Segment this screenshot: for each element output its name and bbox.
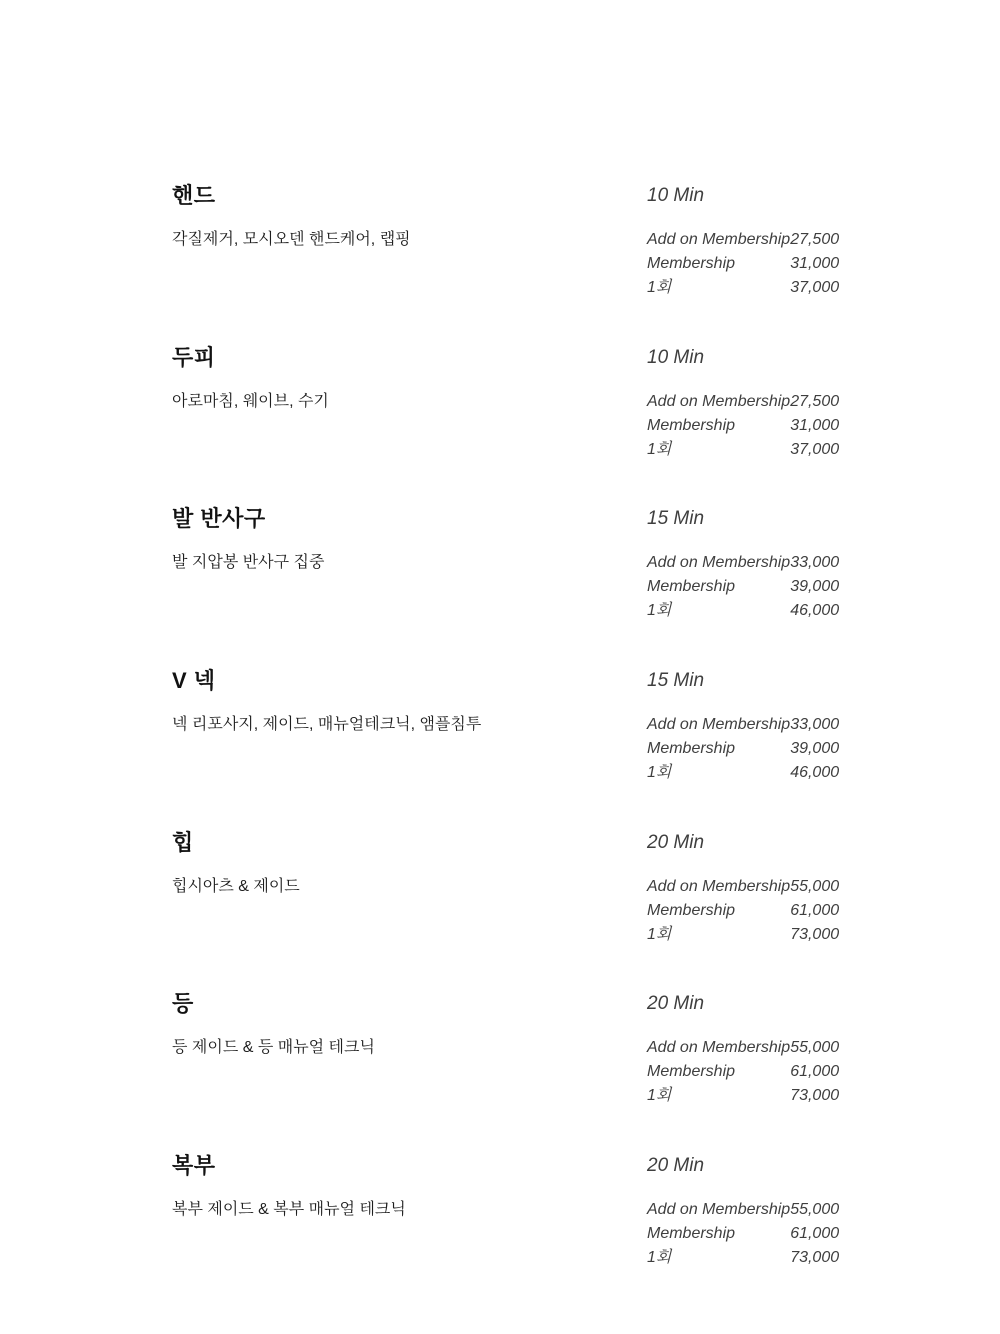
price-tier-label: Add on Membership: [647, 554, 791, 572]
price-value: 61,000: [790, 901, 840, 919]
section-description: 등 제이드 & 등 매뉴얼 테크닉: [172, 1039, 375, 1057]
price-tier-label: Add on Membership: [647, 1039, 791, 1057]
section-title: 핸드: [172, 183, 216, 208]
section-header: [172, 1153, 828, 1179]
price-row: [647, 1060, 839, 1084]
price-tier-label: 1회: [647, 1249, 672, 1267]
price-row: [647, 1198, 839, 1222]
price-value: 55,000: [790, 1201, 840, 1219]
price-tier-label: 1회: [647, 440, 672, 458]
price-table: [647, 551, 839, 623]
price-table: [647, 1036, 839, 1108]
price-tier-label: Membership: [647, 416, 736, 434]
section-body: [172, 1198, 840, 1270]
section-duration: 10 Min: [647, 346, 705, 368]
price-row: [647, 575, 839, 599]
section-title: 발 반사구: [172, 506, 266, 532]
price-row: [647, 276, 839, 300]
price-row: [647, 599, 839, 623]
menu-section: [172, 344, 840, 462]
menu-section: [172, 506, 840, 623]
section-header: [172, 830, 828, 856]
section-duration: 20 Min: [647, 831, 705, 853]
section-body: [172, 390, 840, 462]
price-row: [647, 1084, 839, 1108]
section-body: [172, 228, 840, 300]
section-header: [172, 345, 828, 371]
section-description: 복부 제이드 & 복부 매뉴얼 테크닉: [172, 1201, 406, 1219]
price-value: 73,000: [790, 925, 840, 943]
price-row: [647, 875, 839, 899]
price-value: 39,000: [790, 578, 840, 596]
price-tier-label: Add on Membership: [647, 877, 791, 895]
price-tier-label: 1회: [647, 764, 672, 782]
section-title: 등: [172, 991, 194, 1017]
price-tier-label: Add on Membership: [647, 716, 791, 734]
section-title: V 넥: [172, 668, 216, 694]
price-tier-label: Membership: [647, 1225, 736, 1243]
price-tier-label: Membership: [647, 578, 736, 596]
section-description: 아로마침, 웨이브, 수기: [172, 392, 329, 410]
menu-section: [172, 829, 840, 947]
price-value: 55,000: [790, 1039, 840, 1057]
price-row: [647, 923, 839, 947]
price-value: 31,000: [790, 255, 840, 272]
price-value: 33,000: [790, 554, 840, 572]
price-row: [647, 252, 839, 276]
price-value: 73,000: [790, 1249, 840, 1267]
price-tier-label: 1회: [647, 925, 672, 943]
price-row: [647, 438, 839, 462]
section-header: [172, 991, 828, 1017]
price-value: 46,000: [790, 602, 840, 620]
price-row: [647, 737, 839, 761]
menu-section: [172, 991, 840, 1108]
price-value: 33,000: [790, 716, 840, 734]
section-body: [172, 551, 840, 623]
price-row: [647, 899, 839, 923]
section-title: 힙: [172, 829, 194, 855]
price-tier-label: Add on Membership: [647, 1201, 791, 1219]
price-tier-label: Add on Membership: [647, 231, 791, 248]
section-body: [172, 1036, 840, 1108]
menu-section: [172, 1153, 840, 1270]
price-tier-label: Membership: [647, 740, 736, 758]
section-header: [172, 506, 828, 532]
price-tier-label: Add on Membership: [647, 392, 791, 410]
price-value: 39,000: [790, 740, 840, 758]
section-header: [172, 183, 828, 209]
price-value: 46,000: [790, 764, 840, 782]
price-row: [647, 761, 839, 785]
section-title: 복부: [172, 1153, 216, 1179]
section-title: 두피: [172, 344, 216, 370]
price-row: [647, 1246, 839, 1270]
price-tier-label: Membership: [647, 901, 736, 919]
price-tier-label: Membership: [647, 1063, 736, 1081]
price-table: [647, 1198, 839, 1270]
menu-section: [172, 183, 840, 300]
price-table: [647, 875, 839, 947]
menu-section: [172, 668, 840, 785]
price-row: [647, 551, 839, 575]
price-table: [647, 713, 839, 785]
price-row: [647, 1036, 839, 1060]
price-value: 37,000: [790, 279, 840, 296]
price-value: 61,000: [790, 1225, 840, 1243]
section-description: 발 지압봉 반사구 집중: [172, 554, 325, 572]
section-duration: 10 Min: [647, 185, 705, 206]
price-value: 27,500: [790, 392, 840, 410]
price-tier-label: 1회: [647, 1087, 672, 1105]
section-duration: 15 Min: [647, 508, 705, 530]
section-description: 힙시아츠 & 제이드: [172, 877, 300, 895]
price-value: 31,000: [790, 416, 840, 434]
price-value: 61,000: [790, 1063, 840, 1081]
section-header: [172, 668, 828, 694]
section-duration: 15 Min: [647, 670, 705, 692]
price-row: [647, 713, 839, 737]
price-tier-label: 1회: [647, 279, 672, 296]
section-description: 넥 리포사지, 제이드, 매뉴얼테크닉, 앰플침투: [172, 716, 482, 734]
section-body: [172, 713, 840, 785]
price-row: [647, 414, 839, 438]
price-value: 27,500: [790, 231, 840, 248]
section-description: 각질제거, 모시오덴 핸드케어, 랩핑: [172, 231, 411, 248]
price-row: [647, 228, 839, 252]
price-row: [647, 390, 839, 414]
price-row: [647, 1222, 839, 1246]
price-tier-label: 1회: [647, 602, 672, 620]
section-body: [172, 875, 840, 947]
price-table: [647, 390, 839, 462]
price-tier-label: Membership: [647, 255, 736, 272]
price-value: 37,000: [790, 440, 840, 458]
price-table: [647, 228, 839, 300]
section-duration: 20 Min: [647, 1155, 705, 1177]
section-duration: 20 Min: [647, 993, 705, 1015]
price-list-content: [172, 183, 840, 1315]
price-value: 73,000: [790, 1087, 840, 1105]
price-value: 55,000: [790, 877, 840, 895]
